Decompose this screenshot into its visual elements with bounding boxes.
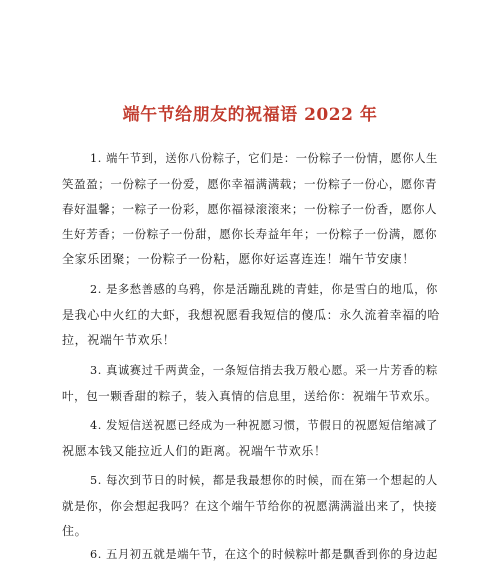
paragraph-5-line-1: 5. 每次到节日的时候，都是我最想你的时候，而在第一个想起的人 bbox=[90, 474, 438, 487]
paragraph-6-line-1: 6. 五月初五就是端午节，在这个的时候粽叶都是飘香到你的身边起 bbox=[90, 548, 438, 561]
paragraph-2-line-2: 是我心中火红的大虾，我想祝愿看我短信的傻瓜：永久流着幸福的哈 bbox=[62, 308, 441, 322]
document-title: 端午节给朋友的祝福语 2022 年 bbox=[122, 105, 378, 125]
paragraph-3-line-2: 叶，包一颗香甜的粽子，装入真情的信息里，送给你：祝端午节欢乐。 bbox=[62, 389, 438, 403]
paragraph-1-line-5: 全家乐团聚；一份粽子一份粘，愿你好运喜连连！端午节安康！ bbox=[62, 252, 415, 266]
paragraph-3-line-1: 3. 真诚赛过千两黄金，一条短信捎去我万般心愿。采一片芳香的粽 bbox=[90, 364, 438, 377]
paragraph-5-line-3: 住。 bbox=[62, 524, 88, 538]
paragraph-1-line-1: 1. 端午节到，送你八份粽子，它们是：一份粽子一份情，愿你人生 bbox=[90, 152, 438, 165]
paragraph-1-line-4: 生好芳香；一份粽子一份甜，愿你长寿益年年；一份粽子一份满，愿你 bbox=[62, 227, 438, 241]
paragraph-4-line-2: 祝愿本钱又能拉近人们的距离。祝端午节欢乐！ bbox=[62, 444, 327, 458]
paragraph-2-line-3: 拉，祝端午节欢乐！ bbox=[62, 333, 176, 347]
paragraph-1-line-3: 春好温馨；一粽子一份彩，愿你福禄滚滚来；一份粽子一份香，愿你人 bbox=[62, 202, 438, 216]
paragraph-2-line-1: 2. 是多愁善感的乌鸦，你是活蹦乱跳的青蛙，你是雪白的地瓜，你 bbox=[90, 283, 438, 296]
paragraph-5-line-2: 就是你，你会想起我吗？在这个端午节给你的祝愿满满溢出来了，快接 bbox=[62, 499, 438, 513]
paragraph-1-line-2: 笑盈盈；一份粽子一份爱，愿你幸福满满载；一份粽子一份心，愿你青 bbox=[62, 177, 438, 191]
paragraph-4-line-1: 4. 发短信送祝愿已经成为一种祝愿习惯，节假日的祝愿短信缩减了 bbox=[90, 419, 438, 432]
